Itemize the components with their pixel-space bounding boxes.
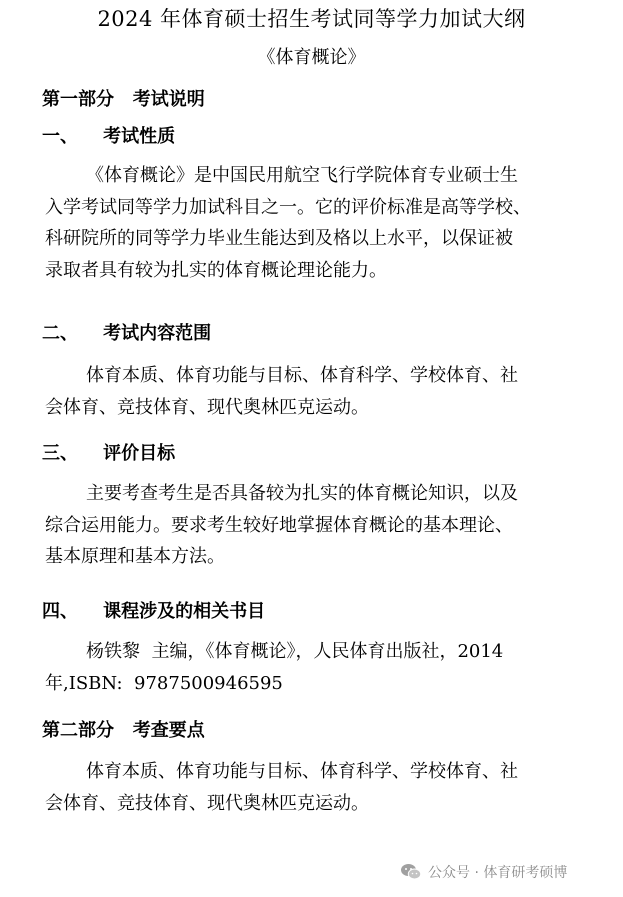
section2-line-1: 体育本质、体育功能与目标、体育科学、学校体育、社 [86, 365, 518, 386]
section1-heading: 一、 考试性质 [42, 126, 176, 147]
section2-line-2: 会体育、竞技体育、现代奥林匹克运动。 [45, 396, 369, 418]
part1-heading: 第一部分 考试说明 [42, 89, 205, 110]
section1-paragraph [45, 160, 581, 286]
part2-heading: 第二部分 考查要点 [42, 720, 205, 741]
document-subtitle: 《体育概论》 [257, 47, 366, 68]
section2-paragraph [45, 360, 581, 423]
section1-line-3: 科研院所的同等学力毕业生能达到及格以上水平，以保证被 [45, 228, 513, 249]
watermark [400, 860, 567, 884]
section3-line-1: 主要考查考生是否具备较为扎实的体育概论知识，以及 [86, 483, 518, 504]
section1-line-4: 录取者具有较为扎实的体育概论理论能力。 [45, 259, 387, 281]
part2-line-1: 体育本质、体育功能与目标、体育科学、学校体育、社 [86, 761, 518, 782]
section4-paragraph [45, 636, 581, 699]
section3-heading: 三、 评价目标 [42, 443, 176, 464]
section4-line-2: 年,ISBN: 9787500946595 [45, 672, 283, 694]
section3-line-3: 基本原理和基本方法。 [45, 546, 225, 567]
section2-heading: 二、 考试内容范围 [42, 323, 212, 344]
section4-heading: 四、 课程涉及的相关书目 [42, 601, 266, 622]
watermark-text: 公众号 · 体育研考硕博 [428, 865, 568, 881]
section1-line-1: 《体育概论》是中国民用航空飞行学院体育专业硕士生 [86, 165, 518, 186]
wechat-icon [400, 863, 422, 881]
section3-paragraph [45, 478, 581, 573]
section3-line-2: 综合运用能力。要求考生较好地掌握体育概论的基本理论、 [45, 514, 513, 536]
section4-line-1: 杨铁黎 主编，《体育概论》，人民体育出版社，2014 [86, 641, 504, 662]
section1-line-2: 入学考试同等学力加试科目之一。它的评价标准是高等学校、 [45, 196, 531, 218]
document-title: 2024 年体育硕士招生考试同等学力加试大纲 [97, 7, 526, 31]
part2-line-2: 会体育、竞技体育、现代奥林匹克运动。 [45, 792, 369, 814]
part2-paragraph [45, 756, 581, 819]
